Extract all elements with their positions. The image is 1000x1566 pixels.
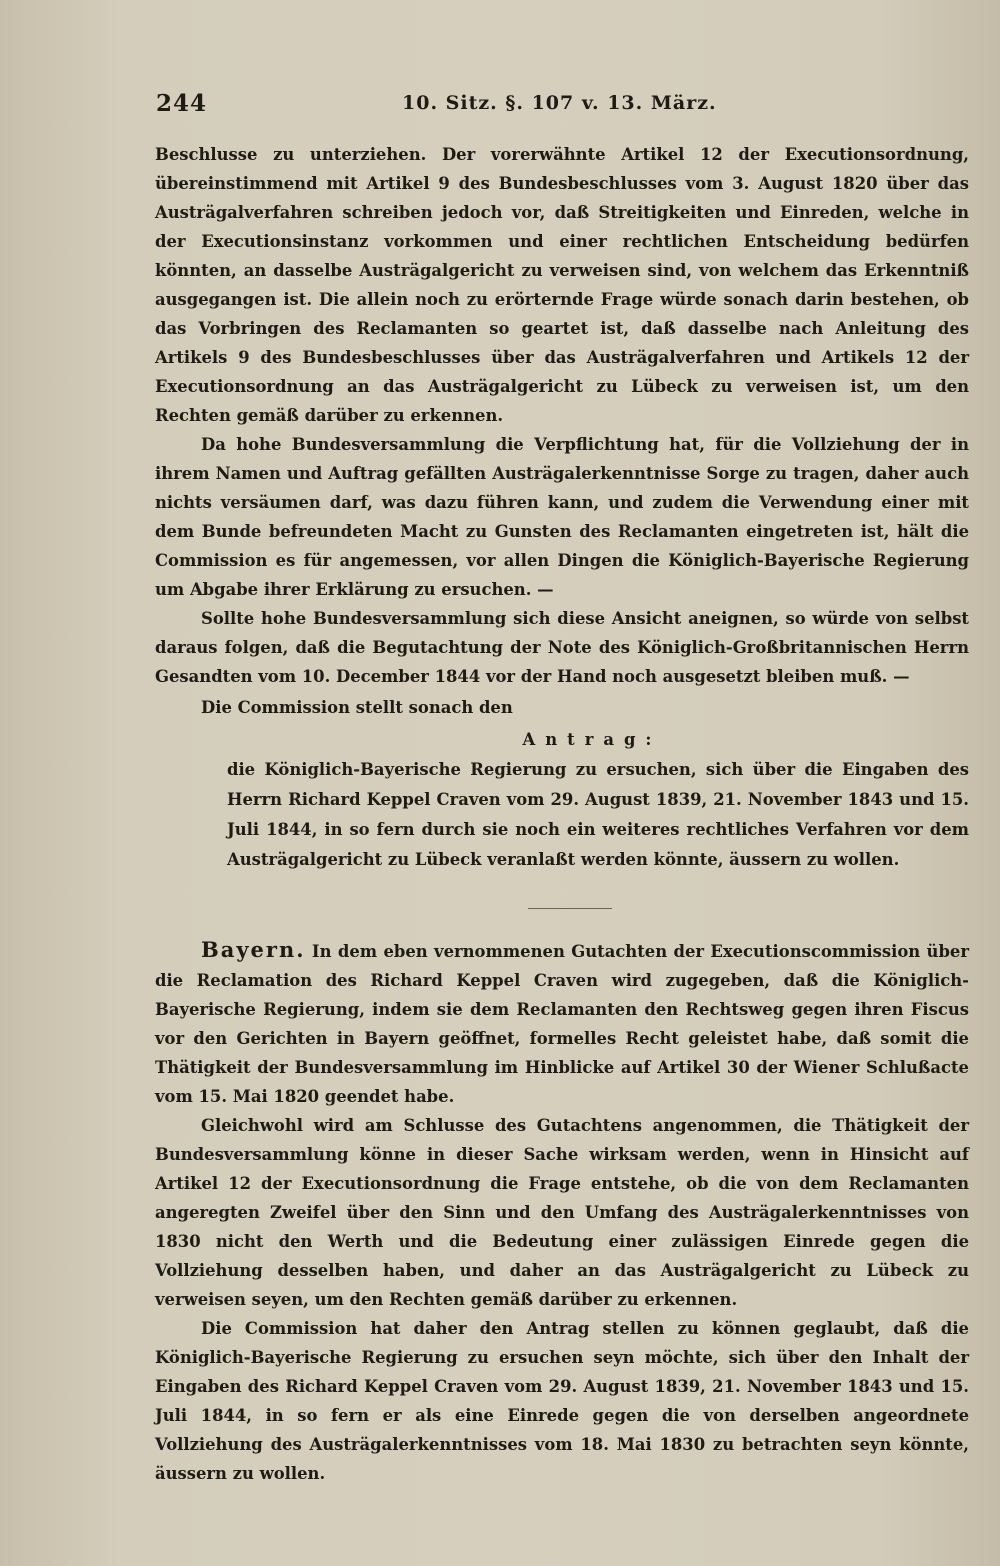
section-divider (528, 908, 612, 909)
commission-report (155, 140, 969, 875)
paragraph (155, 935, 969, 1111)
bavaria-statement (155, 935, 969, 1488)
paragraph: Sollte hohe Bundesversammlung sich diese Ansicht aneignen, so würde von selbst daraus folgen, daß die Begutachtung der Note des Königlich-Großbritannischen Herrn Gesandten vom 10. December 1844 vor der Hand noch ausgesetzt bleiben muß. — (155, 609, 969, 686)
antrag-heading: Antrag: (522, 730, 662, 749)
state-name: Bayern. (201, 937, 306, 962)
paragraph: Da hohe Bundesversammlung die Verpflichtung hat, für die Vollziehung der in ihrem Namen und Auftrag gefällten Austrägalerkenntnisse Sorge zu tragen, daher auch nichts versäumen darf, was dazu führen kann, und zudem die Verwendung einer mit dem Bunde befreundeten Macht zu Gunsten des Reclamanten eingetreten ist, hält die Commission es für angemessen, vor allen Dingen die Königlich-Bayerische Regierung um Abgabe ihrer Erklärung zu ersuchen. — (155, 435, 969, 599)
paragraph-text: In dem eben vernommenen Gutachten der Executionscommission über die Reclamation des Richard Keppel Craven wird zugegeben, daß die Königlich-Bayerische Regierung, indem sie dem Reclamanten den Rechtsweg gegen ihren Fiscus vor den Gerichten in Bayern geöffnet, formelles Recht geleistet habe, daß somit die Thätigkeit der Bundesversammlung im Hinblicke auf Artikel 30 der Wiener Schlußacte vom 15. Mai 1820 geendet habe. (155, 942, 969, 1106)
page-header (156, 88, 856, 124)
paragraph: Gleichwohl wird am Schlusse des Gutachtens angenommen, die Thätigkeit der Bundesversammlung könne in dieser Sache wirksam werden, wenn in Hinsicht auf Artikel 12 der Executionsordnung die Frage entstehe, ob die von dem Reclamanten angeregten Zweifel über den Sinn und den Umfang des Austrägalerkenntnisses von 1830 nicht den Werth und die Bedeutung einer zulässigen Einrede gegen die Vollziehung desselben haben, und daher an das Austrägalgericht zu Lübeck zu verweisen seyen, um den Rechten gemäß darüber zu erkennen. (155, 1116, 969, 1309)
antrag-intro: Die Commission stellt sonach den (201, 698, 513, 717)
antrag-text: die Königlich-Bayerische Regierung zu ersuchen, sich über die Eingaben des Herrn Richard Keppel Craven vom 29. August 1839, 21. November 1843 und 15. Juli 1844, in so fern durch sie noch ein weiteres rechtliches Verfahren vor dem Austrägalgericht zu Lübeck veranlaßt werden könnte, äussern zu wollen. (227, 760, 969, 869)
paragraph: Beschlusse zu unterziehen. Der vorerwähnte Artikel 12 der Executionsordnung, übereinstimmend mit Artikel 9 des Bundesbeschlusses vom 3. August 1820 über das Austrägalverfahren schreiben jedoch vor, daß Streitigkeiten und Einreden, welche in der Executionsinstanz vorkommen und einer rechtlichen Entscheidung bedürfen könnten, an dasselbe Austrägalgericht zu verweisen sind, von welchem das Erkenntniß ausgegangen ist. Die allein noch zu erörternde Frage würde sonach darin bestehen, ob das Vorbringen des Reclamanten so geartet ist, daß dasselbe nach Anleitung des Artikels 9 des Bundesbeschlusses über das Austrägalverfahren und Artikels 12 der Executionsordnung an das Austrägalgericht zu Lübeck zu verweisen ist, um den Rechten gemäß darüber zu erkennen. (155, 145, 969, 425)
paragraph: Die Commission hat daher den Antrag stellen zu können geglaubt, daß die Königlich-Bayerische Regierung zu ersuchen seyn möchte, sich über den Inhalt der Eingaben des Richard Keppel Craven vom 29. August 1839, 21. November 1843 und 15. Juli 1844, in so fern er als eine Einrede gegen die von derselben angeordnete Vollziehung des Austrägalerkenntnisses vom 18. Mai 1830 zu betrachten seyn könnte, äussern zu wollen. (155, 1319, 969, 1483)
page-number: 244 (156, 90, 208, 117)
running-head: 10. Sitz. §. 107 v. 13. März. (402, 92, 717, 114)
page-body (155, 140, 969, 1488)
